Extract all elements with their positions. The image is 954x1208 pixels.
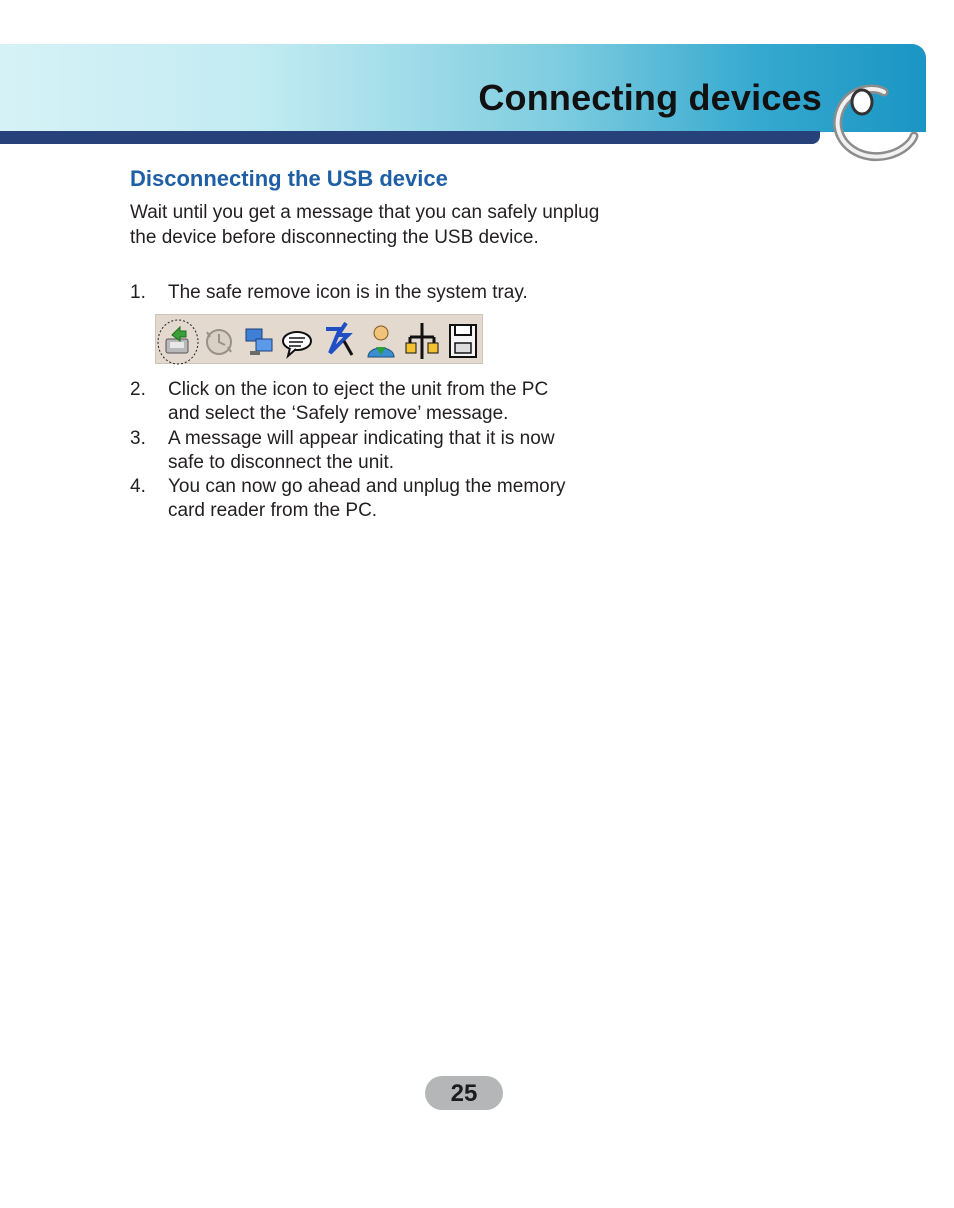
page-title: Connecting devices	[478, 77, 822, 118]
network-computers-icon[interactable]	[240, 315, 278, 365]
step-text: A message will appear indicating that it is now safe to disconnect the unit.	[168, 428, 555, 474]
floppy-disk-icon[interactable]	[444, 315, 482, 365]
intro-paragraph: Wait until you get a message that you can safely unplug the device before disconnecting the USB device.	[130, 202, 600, 248]
step-number: 2.	[130, 379, 146, 400]
step-number: 4.	[130, 476, 146, 497]
page-number-badge: 25	[425, 1076, 503, 1110]
step-text: The safe remove icon is in the system tray.	[168, 282, 528, 303]
step-1	[130, 281, 610, 305]
swirl-logo-icon	[828, 78, 920, 164]
system-tray	[155, 314, 483, 364]
step-4	[130, 475, 610, 524]
step-2	[130, 378, 610, 427]
safely-remove-hardware-icon[interactable]	[156, 315, 200, 365]
chat-bubbles-icon[interactable]	[280, 315, 318, 365]
step-text: Click on the icon to eject the unit from the PC and select the ‘Safely remove’ message.	[168, 379, 549, 425]
step-number: 1.	[130, 282, 146, 303]
usb-plug-icon[interactable]	[402, 315, 442, 365]
step-text: You can now go ahead and unplug the memory card reader from the PC.	[168, 476, 566, 522]
sync-clock-icon[interactable]	[202, 315, 236, 365]
header-underline	[0, 131, 820, 144]
bluetooth-signal-icon[interactable]	[320, 315, 358, 365]
section-heading: Disconnecting the USB device	[130, 166, 448, 191]
step-number: 3.	[130, 428, 146, 449]
step-3	[130, 427, 610, 476]
user-icon[interactable]	[362, 315, 400, 365]
